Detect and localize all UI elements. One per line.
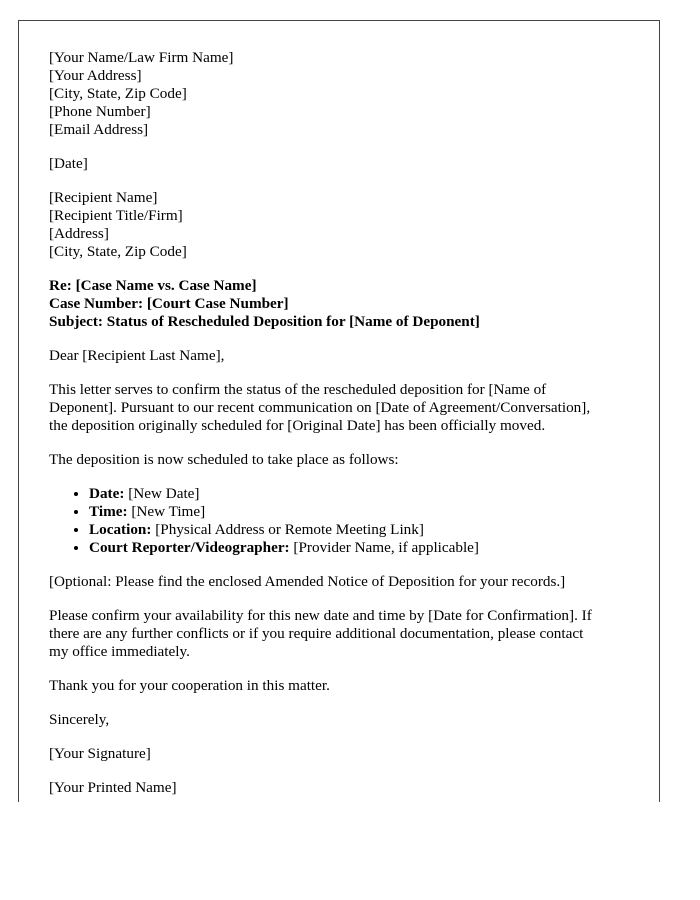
sender-address: [Your Address] [49,67,142,84]
confirm-paragraph [49,607,639,661]
letter-date: [Date] [49,155,88,172]
subject-line: Subject: Status of Rescheduled Deposition for [Name of Deponent] [49,313,480,330]
thanks-text: Thank you for your cooperation in this matter. [49,677,330,694]
salutation [49,347,639,365]
recipient-address: [Address] [49,225,109,242]
recipient-block [49,189,639,261]
optional-note-text: [Optional: Please find the enclosed Amended Notice of Deposition for your records.] [49,573,566,590]
sender-name: [Your Name/Law Firm Name] [49,49,234,66]
recipient-city-state-zip: [City, State, Zip Code] [49,243,187,260]
detail-label: Date: [89,485,125,502]
date-block [49,155,639,173]
detail-label: Location: [89,521,152,538]
printed-name [49,779,639,797]
details-list [49,485,639,557]
confirm-line-3: my office immediately. [49,643,190,660]
signature [49,745,639,763]
intro-paragraph [49,381,639,435]
list-item [89,503,639,521]
recipient-title-firm: [Recipient Title/Firm] [49,207,183,224]
recipient-name: [Recipient Name] [49,189,158,206]
thanks-paragraph [49,677,639,695]
confirm-line-2: there are any further conflicts or if you require additional documentation, please contact [49,625,584,642]
case-number-line: Case Number: [Court Case Number] [49,295,289,312]
closing-text: Sincerely, [49,711,110,728]
intro-line-2: Deponent]. Pursuant to our recent communication on [Date of Agreement/Conversation], [49,399,591,416]
detail-value: [Provider Name, if applicable] [289,539,479,556]
detail-label: Time: [89,503,128,520]
sender-block [49,49,639,139]
confirm-line-1: Please confirm your availability for this new date and time by [Date for Confirmation]. If [49,607,592,624]
detail-value: [New Date] [124,485,200,502]
detail-label: Court Reporter/Videographer: [89,539,290,556]
re-line: Re: [Case Name vs. Case Name] [49,277,257,294]
sender-email: [Email Address] [49,121,149,138]
detail-value: [New Time] [127,503,206,520]
optional-note [49,573,639,591]
schedule-intro-text: The deposition is now scheduled to take place as follows: [49,451,399,468]
schedule-intro [49,451,639,469]
intro-line-1: This letter serves to confirm the status of the rescheduled deposition for [Name of [49,381,547,398]
signature-text: [Your Signature] [49,745,151,762]
printed-name-text: [Your Printed Name] [49,779,177,796]
closing [49,711,639,729]
list-item [89,485,639,503]
list-item [89,521,639,539]
list-item [89,539,639,557]
letter-page [18,20,660,802]
detail-value: [Physical Address or Remote Meeting Link] [151,521,424,538]
salutation-text: Dear [Recipient Last Name], [49,347,225,364]
sender-phone: [Phone Number] [49,103,151,120]
reference-block [49,277,639,331]
letter-content [49,49,639,813]
sender-city-state-zip: [City, State, Zip Code] [49,85,187,102]
intro-line-3: the deposition originally scheduled for [Original Date] has been officially moved. [49,417,546,434]
